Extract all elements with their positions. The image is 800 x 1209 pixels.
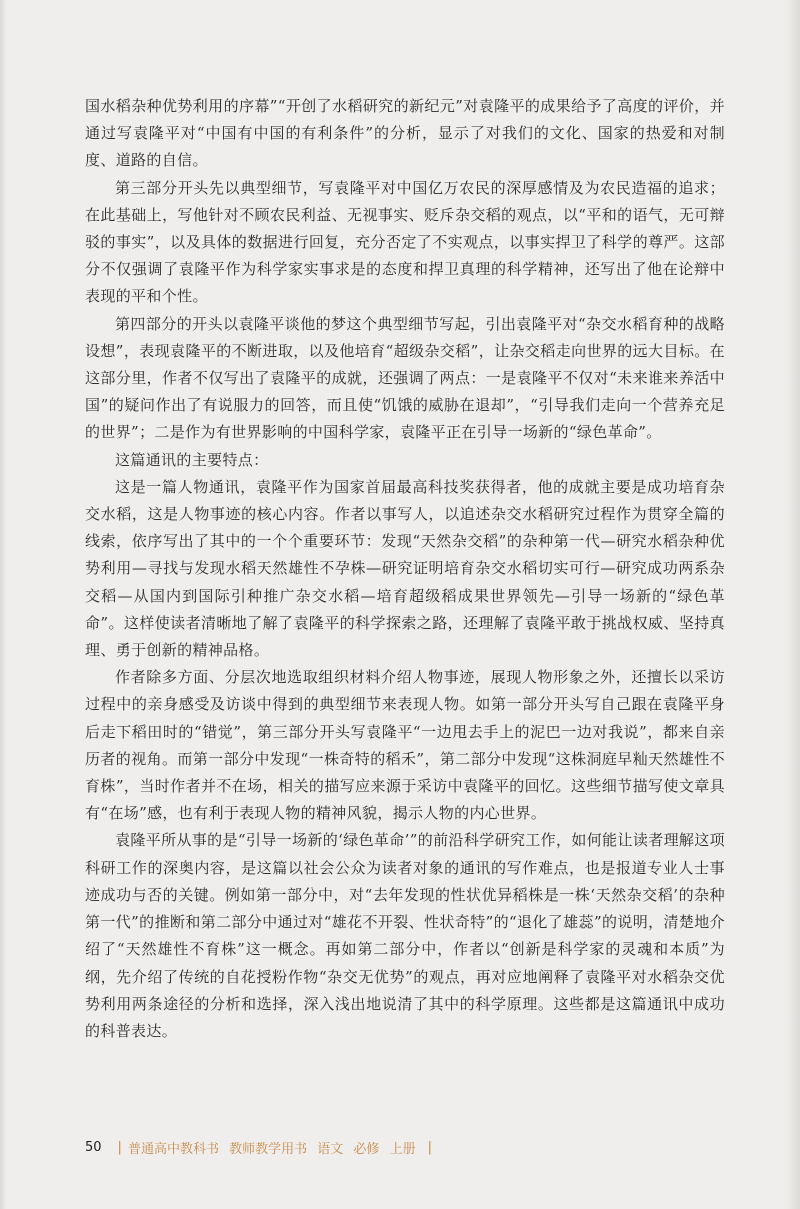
book-title: [128, 1138, 422, 1157]
page-right-shadow: [786, 0, 800, 1209]
body-text: [85, 93, 725, 1045]
paragraph-part-three: 第三部分开头先以典型细节，写袁隆平对中国亿万农民的深厚感情及为农民造福的追求；在此基础上，写他针对不顾农民利益、无视事实、贬斥杂交稻的观点，以“平和的语气，无可辩驳的事实”，以及具体的数据进行回复，充分否定了不实观点，以事实捍卫了科学的尊严。这部分不仅强调了袁隆平作为科学家实事求是的态度和捍卫真理的科学精神，还写出了他在论辩中表现的平和个性。: [85, 178, 725, 306]
book-volume: 上册: [389, 1142, 416, 1157]
paragraph-features-heading: 这篇通讯的主要特点：: [115, 450, 269, 469]
paragraph-feature-one: 这是一篇人物通讯，袁隆平作为国家首届最高科技奖获得者，他的成就主要是成功培育杂交水稻，这是人物事迹的核心内容。作者以事写人，以追述杂交水稻研究过程作为贯穿全篇的线索，依序写出了其中的一个个重要环节：发现“天然杂交稻”的杂种第一代—研究水稻杂种优势利用—寻找与发现水稻天然雄性不孕株—研究证明培育杂交水稻切实可行—研究成功两系杂交稻—从国内到国际引种推广杂交水稻—培育超级稻成果世界领先—引导一场新的“绿色革命”。这样使读者清晰地了解了袁隆平的科学探索之路，还理解了袁隆平敢于挑战权威、坚持真理、勇于创新的精神品格。: [85, 477, 725, 660]
page-number: 50: [85, 1140, 102, 1155]
footer-separator-right: |: [427, 1140, 432, 1155]
paragraph-feature-two: 作者除多方面、分层次地选取组织材料介绍人物事迹，展现人物形象之外，还擅长以采访过程中的亲身感受及访谈中得到的典型细节来表现人物。如第一部分开头写自己跟在袁隆平身后走下稻田时的“错觉”，第三部分开头写袁隆平“一边甩去手上的泥巴一边对我说”，都来自亲历者的视角。而第一部分中发现“一株奇特的稻禾”，第二部分中发现“这株洞庭早籼天然雄性不育株”，当时作者并不在场，相关的描写应来源于采访中袁隆平的回忆。这些细节描写使文章具有“在场”感，也有利于表现人物的精神风貌，揭示人物的内心世界。: [85, 668, 725, 823]
paragraph-continuation: 国水稻杂种优势利用的序幕”“开创了水稻研究的新纪元”对袁隆平的成果给予了高度的评价，并通过写袁隆平对“中国有中国的有利条件”的分析，显示了对我们的文化、国家的热爱和对制度、道路的自信。: [85, 97, 725, 170]
book-type: 教师教学用书: [229, 1142, 308, 1157]
paragraph-feature-three: 袁隆平所从事的是“引导一场新的‘绿色革命’”的前沿科学研究工作，如何能让读者理解这项科研工作的深奥内容，是这篇以社会公众为读者对象的通讯的写作难点，也是报道专业人士事迹成功与否的关键。例如第一部分中，对“去年发现的性状优异稻株是一株‘天然杂交稻’的杂种第一代”的推断和第二部分中通过对“雄花不开裂、性状奇特”的“退化了雄蕊”的说明，清楚地介绍了“天然雄性不育株”这一概念。再如第二部分中，作者以“创新是科学家的灵魂和本质”为纲，先介绍了传统的自花授粉作物“杂交无优势”的观点，再对应地阐释了袁隆平对水稻杂交优势利用两条途径的分析和选择，深入浅出地说清了其中的科学原理。这些都是这篇通讯中成功的科普表达。: [85, 831, 725, 1040]
paragraph-part-four: 第四部分的开头以袁隆平谈他的梦这个典型细节写起，引出袁隆平对“杂交水稻育种的战略设想”，表现袁隆平的不断进取，以及他培育“超级杂交稻”，让杂交稻走向世界的远大目标。在这部分里，作者不仅写出了袁隆平的成就，还强调了两点：一是袁隆平不仅对“未来谁来养活中国”的疑问作出了有说服力的回答，而且使“饥饿的威胁在退却”，“引导我们走向一个营养充足的世界”；二是作为有世界影响的中国科学家，袁隆平正在引导一场新的“绿色革命”。: [85, 314, 725, 442]
book-course: 必修: [353, 1142, 380, 1157]
book-series: 普通高中教科书: [127, 1142, 219, 1157]
footer-separator-left: |: [117, 1140, 122, 1155]
page-footer: [85, 1138, 438, 1157]
page-left-edge: [0, 0, 6, 1209]
book-subject: 语文: [317, 1142, 344, 1157]
